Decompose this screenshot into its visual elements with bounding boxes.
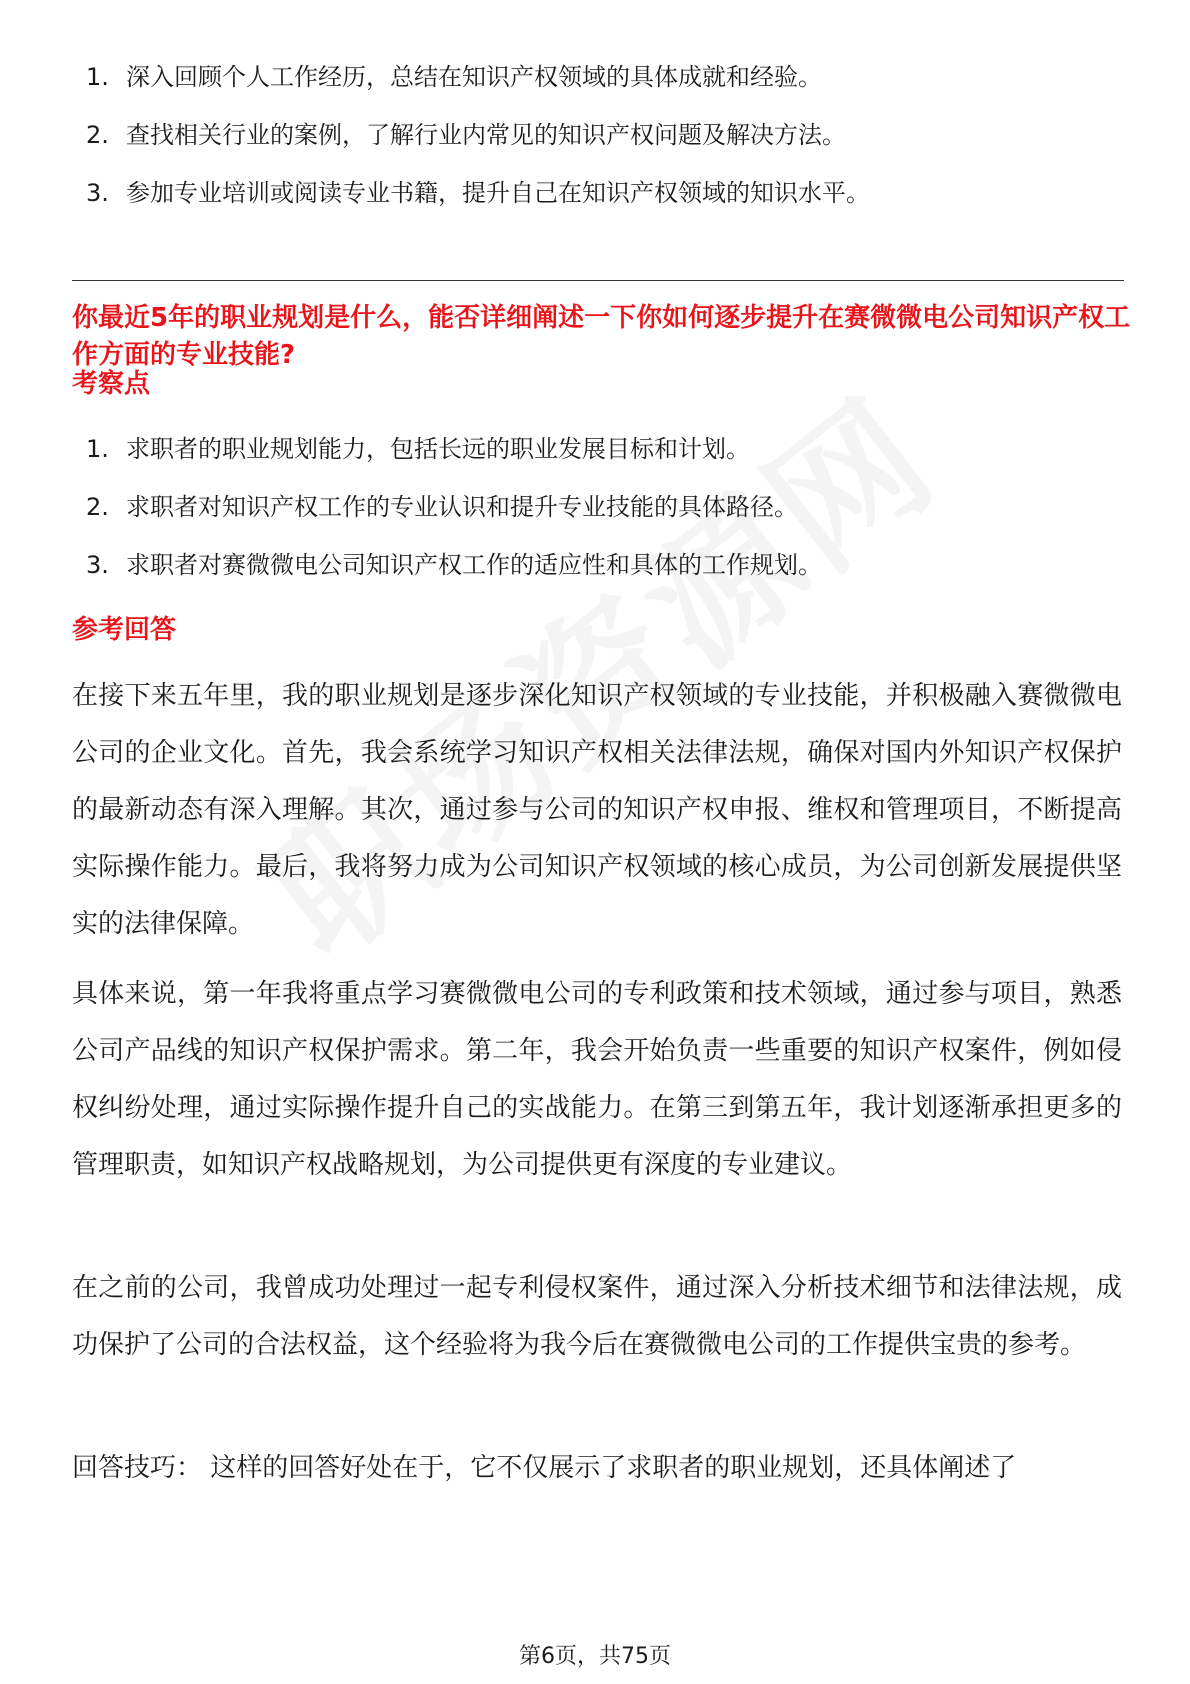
list-item: 3. 求职者对赛微微电公司知识产权工作的适应性和具体的工作规划。	[86, 551, 822, 579]
list-item: 3. 参加专业培训或阅读专业书籍，提升自己在知识产权领域的知识水平。	[86, 179, 870, 207]
focus-label: 考察点	[72, 369, 151, 399]
page-number: 第6页，共75页	[519, 1644, 671, 1669]
answer-paragraph: 具体来说，第一年我将重点学习赛微微电公司的专利政策和技术领域，通过参与项目，熟悉公司产品线的知识产权保护需求。第二年，我会开始负责一些重要的知识产权案件，例如侵权纠纷处理，通过实际操作提升自己的实战能力。在第三到第五年，我计划逐渐承担更多的管理职责，如知识产权战略规划，为公司提供更有深度的专业建议。	[72, 979, 1122, 1180]
focus-list	[86, 420, 822, 594]
list-item: 1. 深入回顾个人工作经历，总结在知识产权领域的具体成就和经验。	[86, 63, 822, 91]
divider	[72, 280, 1124, 281]
answer-label: 参考回答	[72, 615, 177, 645]
list-item: 1. 求职者的职业规划能力，包括长远的职业发展目标和计划。	[86, 435, 750, 463]
answer-tip: 回答技巧： 这样的回答好处在于，它不仅展示了求职者的职业规划，还具体阐述了	[72, 1453, 1017, 1483]
list-item: 2. 查找相关行业的案例，了解行业内常见的知识产权问题及解决方法。	[86, 121, 846, 149]
answer-paragraph: 在之前的公司，我曾成功处理过一起专利侵权案件，通过深入分析技术细节和法律法规，成功保护了公司的合法权益，这个经验将为我今后在赛微微电公司的工作提供宝贵的参考。	[72, 1273, 1122, 1360]
question-heading: 你最近5年的职业规划是什么，能否详细阐述一下你如何逐步提升在赛微微电公司知识产权工作方面的专业技能?	[72, 303, 1131, 370]
list-item: 2. 求职者对知识产权工作的专业认识和提升专业技能的具体路径。	[86, 493, 798, 521]
top-list	[86, 48, 870, 222]
answer-paragraph: 在接下来五年里，我的职业规划是逐步深化知识产权领域的专业技能，并积极融入赛微微电公司的企业文化。首先，我会系统学习知识产权相关法律法规，确保对国内外知识产权保护的最新动态有深入理解。其次，通过参与公司的知识产权申报、维权和管理项目，不断提高实际操作能力。最后，我将努力成为公司知识产权领域的核心成员，为公司创新发展提供坚实的法律保障。	[72, 681, 1122, 939]
